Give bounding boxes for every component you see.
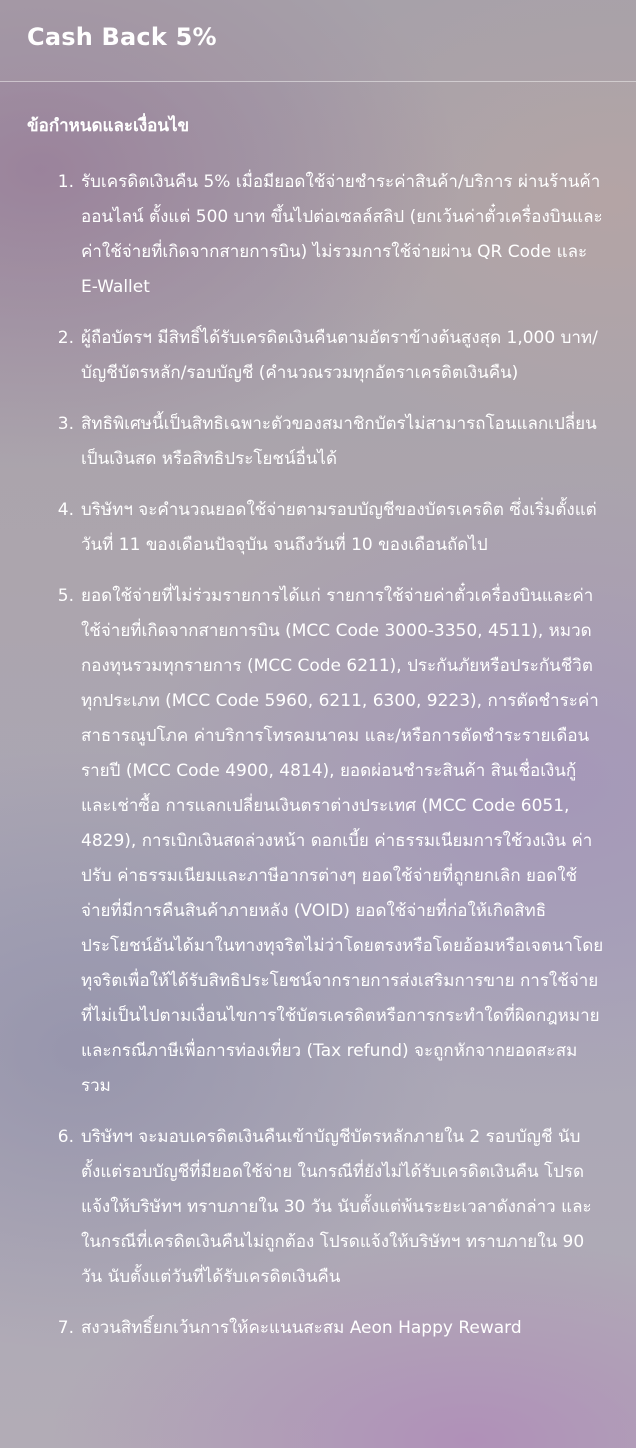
term-number: 5. <box>57 586 74 606</box>
term-number: 2. <box>57 328 74 348</box>
terms-list <box>27 165 606 1346</box>
term-item-4 <box>27 493 606 563</box>
terms-content[interactable] <box>0 82 636 1346</box>
page-title: Cash Back 5% <box>27 23 217 51</box>
term-item-3 <box>27 407 606 477</box>
term-item-2 <box>27 321 606 391</box>
terms-heading: ข้อกำหนดและเงื่อนไข <box>27 116 190 136</box>
term-text: ผู้ถือบัตรฯ มีสิทธิ์ได้รับเครดิตเงินคืนตามอัตราข้างต้นสูงสุด 1,000 บาท/บัญชีบัตรหลัก/รอบบัญชี (คำนวณรวมทุกอัตราเครดิตเงินคืน) <box>81 328 598 383</box>
term-number: 1. <box>57 172 74 192</box>
term-item-1 <box>27 165 606 305</box>
term-number: 7. <box>57 1318 74 1338</box>
term-item-6 <box>27 1120 606 1295</box>
term-number: 4. <box>57 500 74 520</box>
term-text: สิทธิพิเศษนี้เป็นสิทธิเฉพาะตัวของสมาชิกบัตรไม่สามารถโอนแลกเปลี่ยนเป็นเงินสด หรือสิทธิประโยชน์อื่นได้ <box>81 414 597 469</box>
term-item-7 <box>27 1311 606 1346</box>
term-text: ยอดใช้จ่ายที่ไม่ร่วมรายการได้แก่ รายการใช้จ่ายค่าตั๋วเครื่องบินและค่าใช้จ่ายที่เกิดจากสายการบิน (MCC Code 3000-3350, 4511), หมวดกองทุนรวมทุกรายการ (MCC Code 6211), ประกันภัยหรือประกันชีวิตทุกประเภท (MCC Code 5960, 6211, 6300, 9223), การตัดชำระค่าสาธารณูปโภค ค่าบริการโทรคมนาคม และ/หรือการตัดชำระรายเดือนรายปี (MCC Code 4900, 4814), ยอดผ่อนชำระสินค้า สินเชื่อเงินกู้และเช่าซื้อ การแลกเปลี่ยนเงินตราต่างประเทศ (MCC Code 6051, 4829), การเบิกเงินสดล่วงหน้า ดอกเบี้ย ค่าธรรมเนียมการใช้วงเงิน ค่าปรับ ค่าธรรมเนียมและภาษีอากรต่างๆ ยอดใช้จ่ายที่ถูกยกเลิก ยอดใช้จ่ายที่มีการคืนสินค้าภายหลัง (VOID) ยอดใช้จ่ายที่ก่อให้เกิดสิทธิประโยชน์อันได้มาในทางทุจริตไม่ว่าโดยตรงหรือโดยอ้อมหรือเจตนาโดยทุจริตเพื่อให้ได้รับสิทธิประโยชน์จากรายการส่งเสริมการขาย การใช้จ่ายที่ไม่เป็นไปตามเงื่อนไขการใช้บัตรเครดิตหรือการกระทำใดที่ผิดกฎหมาย และกรณีภาษีเพื่อการท่องเที่ยว (Tax refund) จะถูกหักจากยอดสะสมรวม <box>81 586 604 1096</box>
sheet-header <box>0 0 636 82</box>
term-text: รับเครดิตเงินคืน 5% เมื่อมียอดใช้จ่ายชำระค่าสินค้า/บริการ ผ่านร้านค้าออนไลน์ ตั้งแต่ 500 บาท ขึ้นไปต่อเซลล์สลิป (ยกเว้นค่าตั๋วเครื่องบินและค่าใช้จ่ายที่เกิดจากสายการบิน) ไม่รวมการใช้จ่ายผ่าน QR Code และ E-Wallet <box>81 172 603 297</box>
term-text: บริษัทฯ จะมอบเครดิตเงินคืนเข้าบัญชีบัตรหลักภายใน 2 รอบบัญชี นับตั้งแต่รอบบัญชีที่มียอดใช้จ่าย ในกรณีที่ยังไม่ได้รับเครดิตเงินคืน โปรดแจ้งให้บริษัทฯ ทราบภายใน 30 วัน นับตั้งแต่พ้นระยะเวลาดังกล่าว และในกรณีที่เครดิตเงินคืนไม่ถูกต้อง โปรดแจ้งให้บริษัทฯ ทราบภายใน 90 วัน นับตั้งแต่วันที่ได้รับเครดิตเงินคืน <box>81 1127 592 1287</box>
term-text: สงวนสิทธิ์ยกเว้นการให้คะแนนสะสม Aeon Happy Reward <box>81 1318 522 1338</box>
term-number: 6. <box>57 1127 74 1147</box>
term-item-5 <box>27 579 606 1104</box>
term-text: บริษัทฯ จะคำนวณยอดใช้จ่ายตามรอบบัญชีของบัตรเครดิต ซึ่งเริ่มตั้งแต่วันที่ 11 ของเดือนปัจจุบัน จนถึงวันที่ 10 ของเดือนถัดไป <box>81 500 597 555</box>
term-number: 3. <box>57 414 74 434</box>
